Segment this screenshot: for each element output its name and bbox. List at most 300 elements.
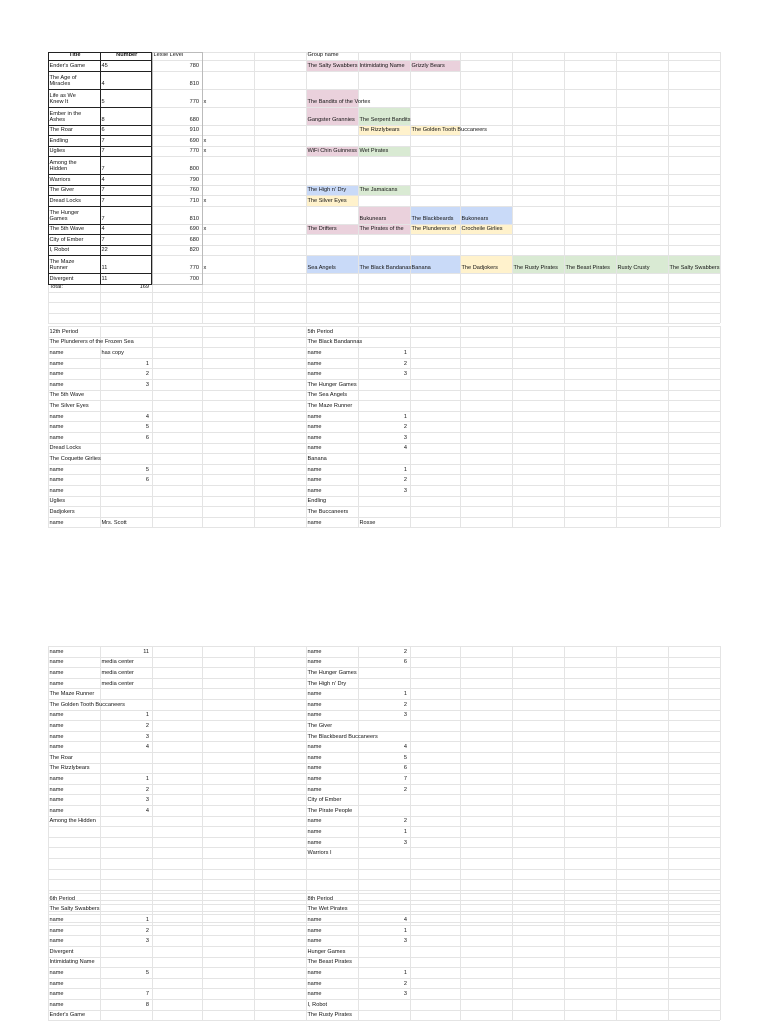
student-name[interactable]	[48, 935, 100, 946]
cell-text: Wet Pirates	[359, 148, 389, 155]
cell-text: 4	[101, 80, 105, 87]
student-name[interactable]	[306, 688, 358, 699]
cell-text: name	[49, 659, 64, 666]
grid-column-line	[720, 646, 721, 858]
section-label[interactable]	[306, 337, 460, 348]
student-value[interactable]	[100, 741, 152, 752]
student-value[interactable]	[358, 432, 410, 443]
student-value[interactable]	[100, 999, 152, 1010]
group-name[interactable]	[410, 60, 460, 71]
student-value[interactable]	[358, 464, 410, 475]
student-name[interactable]	[306, 925, 358, 936]
student-value[interactable]	[100, 731, 152, 742]
cell-text: Number	[116, 52, 138, 59]
student-name[interactable]	[48, 741, 100, 752]
group-name[interactable]	[668, 255, 720, 273]
grid-column-line	[616, 893, 617, 1020]
student-name[interactable]	[48, 784, 100, 795]
section-label[interactable]	[306, 805, 460, 816]
cell-text: name	[307, 927, 322, 934]
student-name[interactable]	[306, 657, 358, 668]
group-name[interactable]	[358, 185, 410, 196]
student-value[interactable]	[100, 517, 152, 528]
group-name[interactable]	[306, 195, 358, 206]
student-name[interactable]	[306, 816, 358, 827]
cell-text: Warriors	[49, 176, 71, 183]
student-name[interactable]	[48, 805, 100, 816]
cell-text: City of Ember	[307, 797, 342, 804]
cell-text: media center	[101, 680, 134, 687]
section-label[interactable]	[306, 390, 460, 401]
cell-text: name	[49, 744, 64, 751]
cell-text: 3	[145, 733, 149, 740]
student-value[interactable]	[358, 710, 410, 721]
student-name[interactable]	[48, 720, 100, 731]
student-name[interactable]	[306, 464, 358, 475]
student-value[interactable]	[100, 464, 152, 475]
cell-text: name	[307, 360, 322, 367]
student-value[interactable]	[100, 474, 152, 485]
student-value[interactable]	[100, 347, 152, 358]
cell-text: 2	[403, 786, 407, 793]
group-name[interactable]	[460, 224, 512, 235]
student-value[interactable]	[100, 784, 152, 795]
cell-text: 7	[101, 236, 105, 243]
section-label[interactable]	[48, 453, 202, 464]
cell-text: Ashes	[49, 116, 66, 123]
grid-column-line	[152, 292, 153, 324]
student-value[interactable]	[100, 678, 152, 689]
student-value[interactable]	[358, 741, 410, 752]
student-name[interactable]	[306, 978, 358, 989]
cell-text: Bukonears	[461, 215, 489, 222]
student-value[interactable]	[358, 988, 410, 999]
cell-text: 2	[145, 786, 149, 793]
grid-column-line	[460, 292, 461, 324]
student-value[interactable]	[358, 967, 410, 978]
student-value[interactable]	[358, 358, 410, 369]
lexile-flag[interactable]	[202, 146, 254, 157]
section-label[interactable]	[48, 893, 202, 904]
student-value[interactable]	[358, 474, 410, 485]
student-value[interactable]	[100, 710, 152, 721]
cell-text: The Black Bandanas	[359, 265, 412, 272]
student-value[interactable]	[358, 411, 410, 422]
student-name[interactable]	[306, 988, 358, 999]
lexile-flag[interactable]	[202, 89, 254, 107]
header-group[interactable]	[306, 52, 358, 60]
section-label[interactable]	[48, 763, 202, 774]
group-name[interactable]	[358, 255, 410, 273]
section-label[interactable]	[306, 400, 460, 411]
section-label[interactable]	[306, 946, 460, 957]
student-name[interactable]	[48, 368, 100, 379]
group-name[interactable]	[410, 224, 460, 235]
section-label[interactable]	[306, 506, 460, 517]
student-value[interactable]	[100, 773, 152, 784]
group-name[interactable]	[564, 255, 616, 273]
grid-column-line	[616, 326, 617, 527]
cell-text: 5	[145, 969, 149, 976]
lexile-flag[interactable]	[202, 234, 254, 245]
student-name[interactable]	[306, 914, 358, 925]
cell-text: has copy	[101, 349, 124, 356]
student-value[interactable]	[358, 485, 410, 496]
group-name[interactable]	[306, 185, 358, 196]
student-value[interactable]	[100, 421, 152, 432]
lexile-flag[interactable]	[202, 156, 254, 174]
group-name[interactable]	[410, 255, 460, 273]
cell-text: Life as We	[49, 92, 76, 99]
section-label[interactable]	[48, 485, 202, 496]
student-value[interactable]	[100, 379, 152, 390]
section-label[interactable]	[306, 720, 460, 731]
student-value[interactable]	[100, 358, 152, 369]
cell-text: 760	[189, 187, 199, 194]
section-label[interactable]	[48, 946, 202, 957]
cell-text: The Maze Runner	[49, 691, 95, 698]
table-border-rule	[48, 89, 152, 90]
group-name[interactable]	[306, 107, 358, 125]
student-value[interactable]	[358, 657, 410, 668]
student-value[interactable]	[100, 720, 152, 731]
table-border-rule	[48, 60, 152, 61]
student-name[interactable]	[306, 784, 358, 795]
student-name[interactable]	[48, 358, 100, 369]
cell-text: 7	[101, 197, 105, 204]
student-name[interactable]	[306, 935, 358, 946]
cell-text: 800	[189, 166, 199, 173]
group-name[interactable]	[306, 89, 371, 107]
group-name[interactable]	[306, 60, 358, 71]
group-name[interactable]	[306, 224, 358, 235]
student-name[interactable]	[48, 464, 100, 475]
lexile-flag[interactable]	[202, 255, 254, 273]
student-name[interactable]	[306, 699, 358, 710]
cell-text: 680	[189, 116, 199, 123]
student-name[interactable]	[48, 657, 100, 668]
student-value[interactable]	[100, 925, 152, 936]
student-name[interactable]	[306, 485, 358, 496]
lexile-flag[interactable]	[202, 206, 254, 224]
student-name[interactable]	[48, 731, 100, 742]
cell-text: 5	[145, 424, 149, 431]
group-name[interactable]	[410, 125, 487, 136]
student-value[interactable]	[358, 763, 410, 774]
section-label[interactable]	[306, 667, 460, 678]
cell-text: 1	[403, 413, 407, 420]
student-value[interactable]	[100, 667, 152, 678]
cell-text: 2	[145, 371, 149, 378]
student-value[interactable]	[100, 657, 152, 668]
cell-text: 4	[403, 744, 407, 751]
lexile-flag[interactable]	[202, 195, 254, 206]
cell-text: name	[307, 424, 322, 431]
grid-column-line	[616, 292, 617, 324]
cell-text: The Maze Runner	[307, 402, 353, 409]
student-name[interactable]	[306, 763, 358, 774]
section-label[interactable]	[48, 699, 202, 710]
student-name[interactable]	[306, 411, 358, 422]
section-label[interactable]	[306, 453, 460, 464]
student-name[interactable]	[48, 432, 100, 443]
student-name[interactable]	[306, 752, 358, 763]
student-name[interactable]	[306, 967, 358, 978]
reading-groups-table	[48, 52, 720, 292]
cell-text: name	[307, 487, 322, 494]
section-label[interactable]	[306, 957, 460, 968]
section-label[interactable]	[48, 443, 202, 454]
lexile-flag[interactable]	[202, 135, 254, 146]
student-name[interactable]	[48, 474, 100, 485]
cell-text: The Bandits of the Vortex	[307, 98, 371, 105]
student-name[interactable]	[306, 368, 358, 379]
group-name[interactable]	[410, 206, 460, 224]
cell-text: name	[307, 765, 322, 772]
section-label[interactable]	[306, 847, 460, 858]
lexile-flag[interactable]	[202, 125, 254, 136]
cell-text: 690	[189, 137, 199, 144]
student-name[interactable]	[48, 347, 100, 358]
student-name[interactable]	[306, 773, 358, 784]
section-label[interactable]	[306, 678, 460, 689]
cell-text: 4	[403, 916, 407, 923]
student-name[interactable]	[306, 443, 358, 454]
grid-column-line	[358, 292, 359, 324]
table-border-rule	[48, 245, 152, 246]
cell-text: Gangster Grannies	[307, 116, 355, 123]
cell-text: name	[307, 659, 322, 666]
cell-text: name	[307, 775, 322, 782]
cell-text: 7	[101, 215, 105, 222]
group-name[interactable]	[460, 255, 512, 273]
student-name[interactable]	[48, 773, 100, 784]
grid-column-line	[254, 326, 255, 527]
cell-text: Uglies	[49, 498, 66, 505]
grid-column-line	[254, 52, 255, 292]
cell-text: 2	[403, 360, 407, 367]
section-label[interactable]	[48, 337, 202, 348]
cell-text: The Maze	[49, 259, 75, 266]
total-value[interactable]	[100, 284, 152, 292]
student-value[interactable]	[358, 826, 410, 837]
cell-text: name	[307, 991, 322, 998]
cell-text: name	[307, 371, 322, 378]
student-value[interactable]	[358, 699, 410, 710]
cell-text: I, Robot	[307, 1001, 328, 1008]
cell-text: 3	[403, 371, 407, 378]
cell-text: The Pirates of the	[359, 226, 404, 233]
student-name[interactable]	[48, 678, 100, 689]
student-value[interactable]	[100, 432, 152, 443]
student-name[interactable]	[306, 741, 358, 752]
cell-text: Mrs. Scott	[101, 519, 127, 526]
cell-text: 6	[403, 765, 407, 772]
group-name[interactable]	[358, 146, 410, 157]
student-value[interactable]	[358, 443, 410, 454]
cell-text: name	[49, 797, 64, 804]
student-name[interactable]	[306, 347, 358, 358]
student-value[interactable]	[358, 752, 410, 763]
section-label[interactable]	[48, 688, 202, 699]
section-label[interactable]	[306, 794, 460, 805]
cell-text: name	[307, 818, 322, 825]
student-name[interactable]	[306, 826, 358, 837]
lexile-flag[interactable]	[202, 273, 254, 284]
lexile-flag[interactable]	[202, 107, 254, 125]
student-name[interactable]	[306, 646, 358, 657]
cell-text: Crocheile Girlies	[461, 226, 503, 233]
grid-column-line	[512, 646, 513, 858]
student-name[interactable]	[48, 411, 100, 422]
student-value[interactable]	[100, 914, 152, 925]
student-name[interactable]	[48, 988, 100, 999]
student-value[interactable]	[100, 935, 152, 946]
student-name[interactable]	[48, 925, 100, 936]
grid-column-line	[460, 893, 461, 1020]
section-label[interactable]	[306, 904, 460, 915]
student-value[interactable]	[358, 837, 410, 848]
section-label[interactable]	[306, 999, 460, 1010]
cell-text: 1	[403, 349, 407, 356]
group-name[interactable]	[358, 206, 410, 224]
cell-text: Runner	[49, 265, 68, 272]
cell-text: 7	[101, 166, 105, 173]
cell-text: Dread Locks	[49, 445, 81, 452]
student-value[interactable]	[358, 347, 410, 358]
student-value[interactable]	[358, 935, 410, 946]
cell-text: The Roar	[49, 127, 73, 134]
section-label[interactable]	[48, 326, 202, 337]
student-name[interactable]	[48, 517, 100, 528]
cell-text: 1	[145, 360, 149, 367]
group-name[interactable]	[616, 255, 668, 273]
cell-text: x	[203, 197, 207, 204]
lexile-flag[interactable]	[202, 174, 254, 185]
student-value[interactable]	[358, 925, 410, 936]
group-name[interactable]	[512, 255, 564, 273]
lexile-flag[interactable]	[202, 71, 254, 89]
student-value[interactable]	[358, 816, 410, 827]
student-name[interactable]	[48, 667, 100, 678]
cell-text: The High n' Dry	[307, 680, 347, 687]
cell-text: name	[49, 413, 64, 420]
cell-text: name	[49, 648, 64, 655]
student-name[interactable]	[306, 710, 358, 721]
section-label[interactable]	[306, 496, 460, 507]
cell-text: Ember in the	[49, 110, 82, 117]
grid-column-line	[254, 292, 255, 324]
student-name[interactable]	[306, 517, 358, 528]
student-name[interactable]	[48, 967, 100, 978]
section-label[interactable]	[48, 496, 202, 507]
group-name[interactable]	[358, 224, 410, 235]
grid-column-line	[254, 646, 255, 858]
section-label[interactable]	[306, 326, 460, 337]
section-label[interactable]	[48, 978, 202, 989]
lexile-flag[interactable]	[202, 60, 254, 71]
cell-text: 2	[145, 927, 149, 934]
section-label[interactable]	[48, 904, 202, 915]
group-name[interactable]	[306, 255, 358, 273]
cell-text: The Golden Tooth Buccaneers	[411, 127, 487, 134]
total-label[interactable]	[48, 284, 100, 292]
student-name[interactable]	[48, 421, 100, 432]
student-name[interactable]	[48, 794, 100, 805]
section-label[interactable]	[306, 1010, 460, 1021]
student-value[interactable]	[100, 805, 152, 816]
student-value[interactable]	[358, 914, 410, 925]
cell-text: Divergent	[49, 275, 74, 282]
lexile-flag[interactable]	[202, 185, 254, 196]
cell-text: name	[49, 381, 64, 388]
section-label[interactable]	[48, 506, 202, 517]
section-label[interactable]	[48, 1010, 202, 1021]
group-name[interactable]	[306, 146, 358, 157]
lexile-flag[interactable]	[202, 224, 254, 235]
student-value[interactable]	[100, 967, 152, 978]
student-name[interactable]	[48, 646, 100, 657]
student-name[interactable]	[306, 837, 358, 848]
student-name[interactable]	[306, 421, 358, 432]
table-border-rule	[48, 146, 152, 147]
student-name[interactable]	[48, 914, 100, 925]
section-label[interactable]	[306, 379, 460, 390]
section-label[interactable]	[48, 816, 202, 827]
section-label[interactable]	[48, 390, 202, 401]
student-value[interactable]	[358, 421, 410, 432]
student-value[interactable]	[100, 411, 152, 422]
cell-text: 7	[101, 148, 105, 155]
student-name[interactable]	[48, 710, 100, 721]
lexile-flag[interactable]	[202, 245, 254, 256]
student-name[interactable]	[48, 379, 100, 390]
student-value[interactable]	[358, 688, 410, 699]
student-name[interactable]	[306, 474, 358, 485]
student-value[interactable]	[100, 794, 152, 805]
cell-text: 3	[403, 487, 407, 494]
student-name[interactable]	[306, 432, 358, 443]
student-value[interactable]	[100, 646, 152, 657]
group-name[interactable]	[358, 60, 410, 71]
student-value[interactable]	[358, 368, 410, 379]
group-name[interactable]	[460, 206, 512, 224]
student-value[interactable]	[358, 784, 410, 795]
student-value[interactable]	[100, 988, 152, 999]
group-name[interactable]	[358, 125, 410, 136]
student-value[interactable]	[358, 773, 410, 784]
cell-text: 5	[101, 98, 105, 105]
student-value[interactable]	[358, 646, 410, 657]
section-label[interactable]	[48, 400, 202, 411]
section-label[interactable]	[306, 731, 460, 742]
student-name[interactable]	[48, 999, 100, 1010]
cell-text: The Salty Swabbers	[669, 265, 720, 272]
student-value[interactable]	[100, 368, 152, 379]
section-label[interactable]	[306, 893, 460, 904]
cell-text: x	[203, 148, 207, 155]
section-label[interactable]	[48, 957, 202, 968]
student-value[interactable]	[358, 517, 410, 528]
student-name[interactable]	[306, 358, 358, 369]
cell-text: name	[307, 916, 322, 923]
student-value[interactable]	[358, 978, 410, 989]
group-name[interactable]	[358, 107, 410, 125]
cell-text: The Plunderers of the Frozen Sea	[49, 339, 134, 346]
cell-text: name	[49, 371, 64, 378]
cell-text: Hidden	[49, 166, 68, 173]
section-label[interactable]	[48, 752, 202, 763]
